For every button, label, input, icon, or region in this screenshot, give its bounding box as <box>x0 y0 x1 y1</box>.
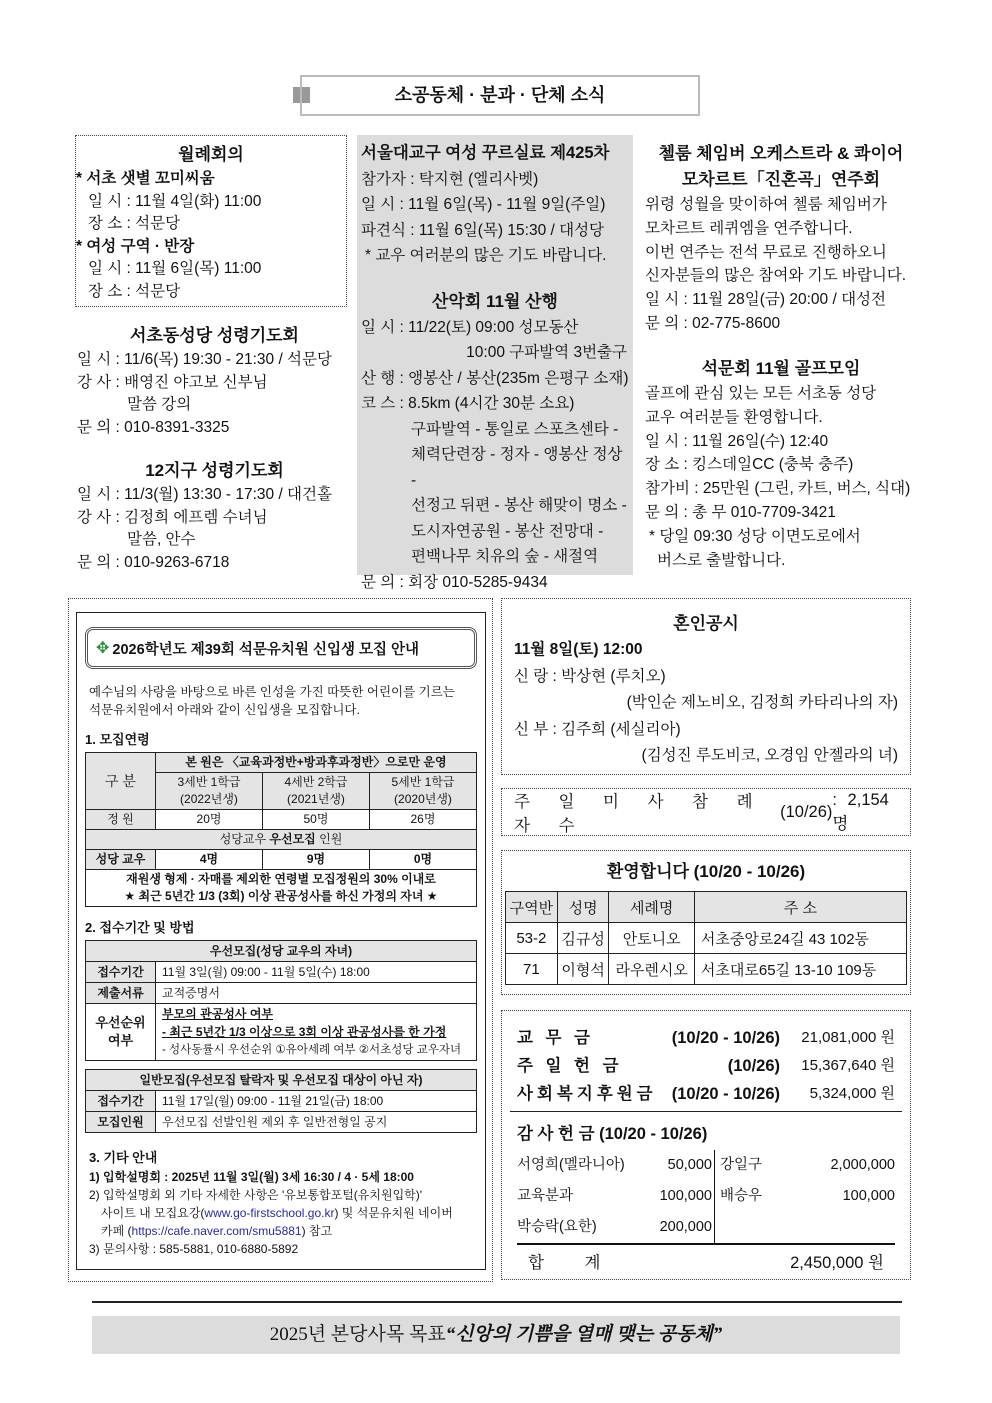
label-cell: 모집인원 <box>86 1112 156 1133</box>
finance-box <box>501 1010 911 1280</box>
info-line: * 당일 09:30 성당 이면도로에서 <box>649 527 861 545</box>
info-line: 일 시 : 11월 4일(화) 11:00 <box>88 192 262 210</box>
info-line: * 교우 여러분의 많은 기도 바랍니다. <box>365 247 607 264</box>
priority-table <box>85 940 477 1061</box>
section-subtitle: 모차르트「진혼곡」연주회 <box>681 170 881 189</box>
info-line: 이번 연주는 전석 무료로 진행하오니 <box>645 243 887 261</box>
cell: 우선모집 선발인원 제외 후 일반전형일 공지 <box>156 1112 477 1133</box>
school-link[interactable]: www.go-firstschool.go.kr <box>204 1206 335 1220</box>
info-line: 산 행 : 앵봉산 / 봉산(235m 은평구 소재) <box>361 369 629 387</box>
header-cell: 구 분 <box>86 753 156 810</box>
intro-line: 예수님의 사랑을 바탕으로 바른 인성을 가진 따뜻한 어린이를 기르는 <box>89 685 455 699</box>
cell: 교적증명서 <box>156 983 477 1004</box>
info-line: 일 시 : 11/6(목) 19:30 - 21:30 / 석문당 <box>77 351 332 368</box>
concert-section <box>645 141 917 336</box>
section-title: 석문회 11월 골프모임 <box>701 359 861 378</box>
golf-section <box>645 356 917 572</box>
info-line: 파견식 : 11월 6일(목) 15:30 / 대성당 <box>361 221 605 239</box>
section-heading: 2. 접수기간 및 방법 <box>85 920 195 935</box>
cell: 서초중앙로24길 43 102동 <box>694 923 906 954</box>
info-line: 체력단련장 - 정자 - 앵봉산 정상 - <box>411 446 623 489</box>
section-header: 소공동체 · 분과 · 단체 소식 <box>300 75 700 116</box>
monthly-title: 월례회의 <box>178 145 244 164</box>
cell: 11월 3일(월) 09:00 - 11월 5일(수) 18:00 <box>156 962 477 983</box>
etc-line: 카페 (https://cafe.naver.com/smu5881) 참고 <box>101 1224 333 1238</box>
cell: 이형석 <box>557 954 609 985</box>
info-line: 장 소 : 석문당 <box>88 282 181 300</box>
info-line: 문 의 : 02-775-8600 <box>645 314 781 332</box>
donor-list-right: 강일구 2,000,000 배승우 100,000 <box>720 1157 895 1204</box>
info-line: 골프에 관심 있는 모든 서초동 성당 <box>645 385 877 402</box>
info-line: 일 시 : 11월 6일(목) - 11월 9일(주일) <box>361 196 606 213</box>
mass-value: : 2,154 명 <box>832 790 889 833</box>
section-title: 산악회 11월 산행 <box>432 291 558 311</box>
class-cell: 3세반 1학급 (2022년생) <box>156 773 263 810</box>
cell: 26명 <box>369 810 476 830</box>
info-line: 버스로 출발합니다. <box>657 551 786 569</box>
cell: 71 <box>506 954 558 985</box>
prayer-meeting-1 <box>77 323 352 439</box>
header-cell: 본 원은 〈교육과정반+방과후과정반〉으로만 운영 <box>156 753 477 773</box>
kindergarten-title: 2026학년도 제39회 석문유치원 신입생 모집 안내 <box>112 641 420 658</box>
section-title: 첼룸 체임버 오케스트라 & 콰이어 <box>658 144 904 163</box>
cell: 50명 <box>262 810 369 830</box>
donor-list-left: 서영희(멜라니아) 50,000 교육분과 100,000 박승락(요한) 200,000 <box>517 1150 715 1243</box>
info-line: 구파발역 - 통일로 스포츠센타 - <box>411 420 619 438</box>
prayer-meeting-2 <box>77 458 352 574</box>
finance-row: 사회복지후원금 (10/20 - 10/26) 5,324,000 원 <box>517 1085 895 1103</box>
cell: 20명 <box>156 810 263 830</box>
column-2-box <box>357 135 633 591</box>
info-line: 참가비 : 25만원 (그린, 카트, 버스, 식대) <box>645 480 911 498</box>
cell: 서초대로65길 13-10 109동 <box>694 954 906 985</box>
groom-parents: (박인순 제노비오, 김정희 카타리나의 자) <box>626 694 898 711</box>
info-line: 말씀 강의 <box>127 396 192 413</box>
intro-line: 석문유치원에서 아래와 같이 신입생을 모집합니다. <box>89 703 360 717</box>
cell: 4명 <box>156 850 263 870</box>
info-line: 장 소 : 킹스데일CC (충북 충주) <box>645 456 854 474</box>
bride-parents: (김성진 루도비코, 오경임 안젤라의 녀) <box>641 747 898 764</box>
cell: 0명 <box>369 850 476 870</box>
info-line: 말씀, 안수 <box>127 531 196 548</box>
info-line: 위령 성월을 맞이하여 첼룸 체임버가 <box>645 196 887 213</box>
etc-line: 3) 문의사항 : 585-5881, 010-6880-5892 <box>89 1242 299 1256</box>
info-line: 편백나무 치유의 숲 - 새절역 <box>411 548 599 565</box>
info-line: 문 의 : 010-8391-3325 <box>77 418 230 436</box>
priority-title: 성당교우 우선모집 인원 <box>86 830 477 850</box>
monthly-meeting-box <box>75 135 347 307</box>
finance-row: 주 일 헌 금 (10/26) 15,367,640 원 <box>517 1057 895 1075</box>
thanks-title: 감 사 헌 금 (10/20 - 10/26) <box>517 1125 708 1143</box>
info-line: 일 시 : 11월 28일(금) 20:00 / 대성전 <box>645 291 886 309</box>
table-row <box>506 923 907 954</box>
header-cell: 구역반 <box>506 892 558 923</box>
info-line: 코 스 : 8.5km (4시간 30분 소요) <box>361 395 575 412</box>
info-line: 신자분들의 많은 참여와 기도 바랍니다. <box>645 267 907 285</box>
wedding-date: 11월 8일(토) 12:00 <box>514 641 643 658</box>
info-line: 10:00 구파발역 3번출구 <box>466 344 627 361</box>
info-line: 문 의 : 총 무 010-7709-3421 <box>645 503 836 521</box>
cell: 9명 <box>262 850 369 870</box>
etc-line: 1) 입학설명회 : 2025년 11월 3일(월) 3세 16:30 / 4 · 5세 18:00 <box>89 1170 414 1184</box>
footer-divider <box>92 1301 902 1303</box>
section-title: 서울대교구 여성 꾸르실료 제425차 <box>361 144 610 162</box>
info-line: 강 사 : 배영진 야고보 신부님 <box>77 373 268 391</box>
cell: 53-2 <box>506 923 558 954</box>
class-cell: 5세반 1학급 (2020년생) <box>369 773 476 810</box>
info-line: 참가자 : 탁지현 (엘리사벳) <box>361 170 539 188</box>
cell: 부모의 관공성사 여부 - 최근 5년간 1/3 이상으로 3회 이상 관공성사를 한 가정 - 성사동률시 우선순위 ①유아세례 여부 ②서초성당 교우자녀 <box>156 1004 477 1061</box>
info-line: 도시자연공원 - 봉산 전망대 - <box>411 522 604 540</box>
mass-label: 주 일 미 사 참 례 자 수 <box>514 793 762 835</box>
cell: 김규성 <box>557 923 609 954</box>
label-cell: 접수기간 <box>86 962 156 983</box>
etc-line: 2) 입학설명회 외 기타 자세한 사항은 '유보통합포털(유치원입학)' <box>89 1188 423 1202</box>
section-title: 서초동성당 성령기도회 <box>130 326 299 345</box>
info-line: 선정고 뒤편 - 봉산 해맞이 명소 - <box>411 497 627 514</box>
note-cell: 재원생 형제 · 자매를 제외한 연령별 모집정원의 30% 이내로 ★ 최근 5년간 1/3 (3회) 이상 관공성사를 하신 가정의 자녀 ★ <box>86 870 477 907</box>
cell: 안토니오 <box>609 923 694 954</box>
class-cell: 4세반 2학급 (2021년생) <box>262 773 369 810</box>
info-line: 장 소 : 석문당 <box>88 215 181 232</box>
label-cell: 정 원 <box>86 810 156 830</box>
header-cell: 성명 <box>557 892 609 923</box>
table-row <box>506 954 907 985</box>
welcome-title: 환영합니다 (10/20 - 10/26) <box>606 862 806 881</box>
info-line: 문 의 : 010-9263-6718 <box>77 553 230 571</box>
label-cell: 우선순위 여부 <box>86 1004 156 1061</box>
pastoral-goal-banner <box>92 1316 900 1354</box>
group-name: * 서초 샛별 꼬미씨움 <box>76 170 215 187</box>
wedding-title: 혼인공시 <box>673 614 739 633</box>
general-table <box>85 1069 477 1133</box>
table-title: 우선모집(성당 교우의 자녀) <box>86 941 477 962</box>
label-cell: 성당 교우 <box>86 850 156 870</box>
cell: 11월 17일(월) 09:00 - 11월 21일(금) 18:00 <box>156 1091 477 1112</box>
section-title: 12지구 성령기도회 <box>145 461 284 480</box>
section-heading: 3. 기타 안내 <box>89 1150 158 1165</box>
goal-text: “신앙의 기쁨을 열매 맺는 공동체” <box>445 1324 723 1345</box>
info-line: 일 시 : 11월 6일(목) 11:00 <box>88 260 262 277</box>
header-cell: 세례명 <box>609 892 694 923</box>
info-line: 강 사 : 김정희 에프렘 수녀님 <box>77 508 268 526</box>
cafe-link[interactable]: https://cafe.naver.com/smu5881 <box>131 1224 302 1238</box>
group-name: * 여성 구역 · 반장 <box>76 237 195 255</box>
bride: 신 부 : 김주희 (세실리아) <box>514 720 681 738</box>
groom: 신 랑 : 박상현 (루치오) <box>514 667 666 685</box>
info-line: 일 시 : 11/3(월) 13:30 - 17:30 / 대건홀 <box>77 486 332 503</box>
wedding-box <box>501 598 911 775</box>
age-table <box>85 752 477 907</box>
info-line: 문 의 : 회장 010-5285-9434 <box>361 573 548 591</box>
label-cell: 접수기간 <box>86 1091 156 1112</box>
kindergarten-notice <box>76 612 486 1270</box>
finance-row: 교 무 금 (10/20 - 10/26) 21,081,000 원 <box>517 1029 895 1047</box>
info-line: 교우 여러분들 환영합니다. <box>645 408 823 426</box>
label-cell: 제출서류 <box>86 983 156 1004</box>
info-line: 모차르트 레퀴엠을 연주합니다. <box>645 219 853 237</box>
mass-attendance-box <box>501 788 911 836</box>
header-cell: 주 소 <box>694 892 906 923</box>
kindergarten-title-box <box>85 627 477 669</box>
welcome-box <box>501 850 911 995</box>
table-title: 일반모집(우선모집 탈락자 및 우선모집 대상이 아닌 자) <box>86 1070 477 1091</box>
info-line: 일 시 : 11/22(토) 09:00 성모동산 <box>361 318 579 336</box>
kindergarten-logo-icon: ✥ <box>96 640 110 657</box>
cell: 라우렌시오 <box>609 954 694 985</box>
thanks-total: 합 계 2,450,000 원 <box>528 1254 884 1272</box>
welcome-table <box>505 891 907 985</box>
info-line: 일 시 : 11월 26일(수) 12:40 <box>645 432 829 450</box>
mass-date: (10/26) <box>780 802 833 821</box>
section-heading: 1. 모집연령 <box>85 732 150 747</box>
etc-line: 사이트 내 모집요강(www.go-firstschool.go.kr) 및 석문유치원 네이버 <box>101 1206 453 1220</box>
goal-label: 2025년 본당사목 목표 <box>269 1324 446 1345</box>
